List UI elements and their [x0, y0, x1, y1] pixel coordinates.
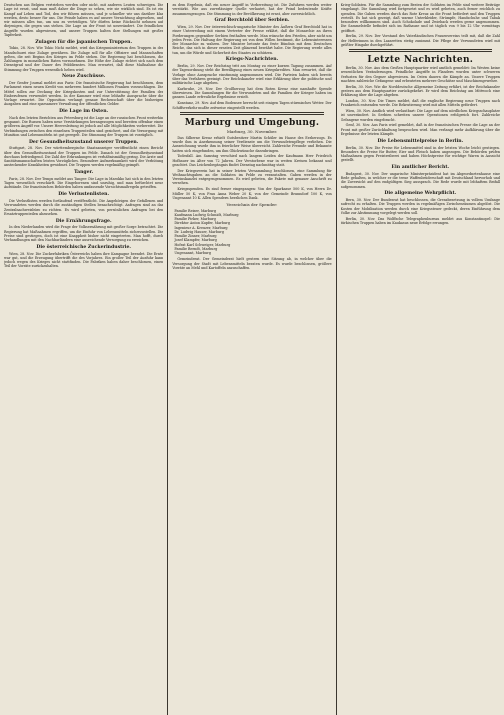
- list-item: Ungenannt, Marburg: [174, 251, 211, 256]
- article-text: London, 30. Nov. Die Times meldet, daß die englische Regierung neue Truppen nach Frankreich entsenden werde. Die Rekrutierung wird mit allen Mitteln gefördert.: [340, 99, 500, 108]
- article-heading: Ein amtlicher Bericht.: [391, 165, 450, 171]
- list-item: Dr. Ludwig Hauser, Marburg: [174, 229, 224, 234]
- list-item: Kaufmann Ludwig Schmidt, Marburg: [174, 212, 239, 217]
- article-text: Bern, 30. Nov. Der Bundesrat hat beschlossen, die Grenzbesetzung in vollem Umfange aufrecht zu erhalten. Die Truppen werden in regelmäßigen Zwischenräumen abgelöst. Die Kosten der Mobilisation werden durch eine Kriegssteuer gedeckt, deren Einführung dem Volke zur Abstimmung vorgelegt werden soll.: [340, 198, 500, 215]
- article-text: Die Verlustlisten werden fortlaufend veröffentlicht. Die Angehörigen der Gefallenen und Verwundeten werden durch die zuständigen Stellen benachrichtigt. Anfragen sind an das Zentralnachweisbüro zu richten. Es wird gebeten, von persönlichen Anfragen bei den Ersatztruppenteilen abzusehen.: [4, 199, 164, 216]
- article-text: Berlin, 29. Nov. Der Vorstand des Vaterländischen Frauenvereins teilt mit, daß die Zahl der Helferinnen in den Lazaretten stetig zunimmt. Die Pflege der Verwundeten wird mit größter Hingabe durchgeführt.: [340, 34, 500, 47]
- article-text: Todesfall. Am Samstag verschied nach langem Leiden der Kaufmann Herr Friedrich Hofbauer im Alter von 72 Jahren. Der Verstorbene war in weiten Kreisen bekannt und geachtet. Das Leichenbegängnis findet Dienstag nachmittag statt.: [172, 154, 332, 167]
- article-heading: Die Verlustenlisten.: [58, 192, 110, 198]
- column-left: [4, 3, 163, 715]
- column-divider: [167, 3, 168, 715]
- list-item: Familie Reiser, Marburg: [174, 208, 217, 213]
- article-text: Budapest, 30. Nov. Der ungarische Ministerpräsident hat im Abgeordnetenhause eine Rede gehalten, in welcher er die treue Waffenbrüderschaft mit Deutschland hervorhob und die Zuversicht auf den endgültigen Sieg aussprach. Die Rede wurde mit lebhaftem Beifall aufgenommen.: [340, 171, 500, 189]
- list-item: Direktor Anton Kupfer, Marburg: [174, 221, 230, 226]
- article-text: Berlin, 29. Nov. Der Reichstag tritt am Montag zu einer kurzen Tagung zusammen. Auf der Tagesordnung steht die Bewilligung eines neuen Kriegskredites. Man erwartet, daß die Vorlage ohne Aussprache einstimmig angenommen wird. Die Parteien haben sich bereits über das Verfahren geeinigt. Der Reichskanzler wird eine Erklärung über die politische und militärische Lage abgeben.: [172, 64, 332, 86]
- list-item: Ingenieur A. Kreuzer, Marburg: [174, 225, 228, 230]
- article-heading: Zulagen für die japanischen Truppen.: [35, 39, 133, 45]
- article-text: Kriegsspenden. Es sind ferner eingegangen: Von der Sparkasse 500 K, von Herrn Dr. Müller 50 K, von Frau Anna Weber 20 K, von der Gemeinde Brunndorf 100 K, von Ungenannt 10 K. Allen Spendern herzlichen Dank.: [172, 187, 332, 200]
- list-item: Familie Pirker, Marburg: [174, 217, 216, 222]
- section-rule: [349, 49, 492, 52]
- section-rule: [180, 112, 323, 115]
- article-text: Paris, 28. Nov. Der Temps meldet aus Tanger: Die Lage in Marokko hat sich in den letzten Tagen wesentlich verschärft. Die Eingeborenen sind unruhig, und man befürchtet neue Aufstände. Die französischen Behörden haben umfassende Vorsichtsmaßregeln getroffen.: [4, 176, 164, 190]
- list-title: Verzeichnis der Spender:: [226, 201, 278, 207]
- article-text: Stuttgart, 28. Nov. Der württembergische Staatsanzeiger veröffentlicht einen Bericht über den Gesundheitszustand der Truppen im Felde. Danach ist der Gesundheitszustand durchaus befriedigend. Die Zahl der Erkrankungen ist verhältnismäßig gering. Die Ärzte und Sanitätsmannschaften leisten Vorzügliches. Besondere Aufmerksamkeit wird der Verhütung ansteckender Krankheiten gewidmet. Die Truppen werden regelmäßig geimpft.: [4, 146, 164, 168]
- section-heading: Marburg und Umgebung.: [184, 117, 320, 128]
- article-text: Berlin, 30. Nov. Das Wolffsche Telegraphenbureau meldet aus Konstantinopel: Die türkischen Truppen haben im Kaukasus neue Erfolge errungen.: [340, 216, 500, 225]
- article-heading: Die Ernährungsfrage.: [55, 218, 112, 224]
- article-text: Berlin, 30. Nov. Wie die Norddeutsche Allgemeine Zeitung erfährt, ist der Reichskanzler gestern aus dem Hauptquartier zurückgekehrt. Er wird dem Reichstag am Mittwoch eine Erklärung über die Lage abgeben.: [340, 84, 500, 98]
- donor-list: [172, 209, 331, 256]
- article-heading: Kriegs-Nachrichten.: [225, 57, 279, 63]
- list-item: Familie Berndt, Marburg: [174, 246, 218, 251]
- article-heading: Der Gesundheitszustand unserer Truppen.: [28, 139, 139, 145]
- article-text: Wien, 29. Nov. Der österreichisch-ungarische Minister des Äußern Graf Berchtold hat in einer Unterredung mit einem Vertreter der Presse erklärt, daß die Monarchie an ihren Forderungen gegenüber Serbien festhalten werde. Man wünsche den Frieden, aber nicht um jeden Preis. Die Haltung der Regierung sei von dem Willen bestimmt, die Lebensinteressen der Monarchie zu wahren. Der Minister betonte das feste Bündnis mit dem Deutschen Reiche, das sich in dieser ernsten Zeit glänzend bewährt habe. Die Regierung werde alles tun, um die Würde und Sicherheit des Staates zu schützen.: [172, 25, 332, 55]
- article-heading: Die Lage im Osten.: [59, 109, 109, 115]
- list-item: Hofrat Karl Schweiger, Marburg: [174, 242, 231, 247]
- article-heading: Die Lebensmittelpreise in Berlin.: [377, 138, 464, 144]
- article-text: Wien, 30. Nov. Amtlich wird verlautbart: Die Lage auf dem nördlichen Kriegsschauplatze ist unverändert. In Serbien schreiten unsere Operationen erfolgreich fort. Zahlreiche Gefangene wurden eingebracht.: [340, 109, 500, 122]
- article-text: Deutschen aus Belgien vertrieben werden oder nicht, mit anderen Leuten schweigen. Die Lage ist ernst, und man muß daher die Dinge so sehen, wie sie wirklich sind. Es ist ein Kampf auf Leben und Tod, den wir führen müssen, und je schneller wir uns darüber klar werden, desto besser für uns. Die Feinde haben es auf unsere Vernichtung abgesehen, und wir müssen alles tun, um uns zu verteidigen. Wir dürfen keine Rücksicht nehmen auf diejenigen, die gegen uns stehen. Die Lage an der Front ist unverändert. Die feindlichen Angriffe wurden abgewiesen, und unsere Truppen halten ihre Stellungen mit großer Tapferkeit.: [4, 3, 164, 37]
- article-text: Berlin, 30. Nov. Die Preise für Lebensmittel sind in der letzten Woche leicht gestiegen. Besonders die Preise für Butter, Eier und Fleisch haben angezogen. Die Behörden prüfen Maßnahmen gegen Preistreiberei und haben Höchstpreise für wichtige Waren in Aussicht gestellt.: [340, 145, 500, 163]
- article-text: Gemeinderat. Der Gemeinderat hielt gestern eine Sitzung ab, in welcher über die Versorgung der Stadt mit Lebensmitteln beraten wurde. Es wurde beschlossen, größere Vorräte an Mehl und Kartoffeln anzuschaffen.: [172, 257, 332, 270]
- article-text: In den Niederlanden wird die Frage der Volksernährung mit großer Sorge betrachtet. Die Regierung hat Maßnahmen ergriffen, um die Einfuhr von Lebensmitteln sicherzustellen. Die Preise sind gestiegen, doch ist eine Knappheit bisher nicht eingetreten. Man hofft, durch Verhandlungen mit den Nachbarländern eine ausreichende Versorgung zu erreichen.: [4, 225, 164, 243]
- list-item: Familie Zinner, Marburg: [174, 234, 217, 239]
- article-text: Berlin, 30. Nov. Aus dem Großen Hauptquartier wird amtlich gemeldet: Im Westen keine wesentlichen Veränderungen. Feindliche Angriffe in Flandern wurden unter schweren Verlusten für den Gegner abgewiesen. Im Osten dauern die Kämpfe an. Unsere Truppen machten zahlreiche Gefangene und erbeuteten mehrere Geschütze und Maschinengewehre.: [340, 66, 500, 83]
- article-text: zu dem Ergebnis, daß ein neuer Angriff in Vorbereitung ist. Die Zufuhren werden weiter verstärkt. Wie aus zuverlässiger Quelle verlautet, hat der Feind bedeutende Kräfte zusammengezogen. Die Stimmung in der Bevölkerung ist ernst, aber zuversichtlich.: [172, 3, 332, 16]
- article-text: Karlsruhe, 29. Nov. Der Großherzog hat dem Roten Kreuz eine namhafte Spende überwiesen. Die Sammlungen für die Verwundeten und die Familien der Krieger haben im ganzen Lande erfreuliche Ergebnisse erzielt.: [172, 86, 332, 100]
- article-heading: Neue Zuschüsse.: [61, 74, 106, 80]
- article-text: Nach den letzten Berichten aus Petersburg ist die Lage an der russischen Front weiterhin gespannt. Die Russen haben neue Verstärkungen herangezogen und bereiten offenbar einen größeren Angriff vor. Unsere Heeresleitung ist jedoch auf alle Möglichkeiten vorbereitet. Die Verbindungen zwischen den einzelnen Truppenteilen sind gesichert, und die Versorgung mit Munition und Lebensmitteln ist gut geregelt. Die Stimmung der Truppen ist vorzüglich.: [4, 115, 164, 137]
- column-right: [341, 3, 500, 715]
- article-heading: Die österreichische Zuckerindustrie.: [36, 244, 131, 250]
- section-dateline: Marburg, 30. November.: [226, 128, 278, 134]
- article-text: Der Kriegsverein hat in seiner letzten Versammlung beschlossen, eine Sammlung für Weihnachtsgaben an die Soldaten im Felde zu veranstalten. Gaben werden in der Vereinskanzlei entgegengenommen. Es wird gebeten, die Pakete mit genauer Anschrift zu versehen.: [172, 168, 332, 186]
- article-heading: Die allgemeine Wehrpflicht.: [384, 191, 457, 197]
- article-text: Das Silberne Kreuz erhielt Gutsbesitzer Martin Schüler im Hause des Erzherzogs. Es wurde ihm in Anerkennung seiner Verdienste um die Verwundetenpflege verliehen. Die Auszeichnung wurde ihm in feierlicher Weise überreicht. Zahlreiche Freunde und Bekannte hatten sich eingefunden, um ihm Glückwünsche darzubringen.: [172, 135, 332, 153]
- column-divider: [336, 3, 337, 715]
- article-text: Krieg-Soldaten. Für die Sammlung zum Besten der Soldaten im Felde sind weitere Beiträge eingelangt. Die Sammlung wird fortgesetzt und es wird gebeten, auch ferner reichlich zu spenden. Die Gaben werden durch das Rote Kreuz an die Front befördert und den Truppen verteilt. Es hat sich gezeigt, daß warme Unterkleider, Strümpfe, Handschuhe und Tabak besonders willkommen sind. Auch Schokolade und Zwieback werden gerne angenommen. Die Sammelstelle befindet sich im Rathause und ist täglich von 9 bis 12 Uhr vormittags geöffnet.: [340, 3, 500, 33]
- section-heading: Letzte Nachrichten.: [367, 55, 474, 66]
- article-text: Tokio, 28. Nov. Wie Tokio Nichi meldet, wird das Kriegsministerium den Truppen in der Mandschurei eine Zulage gewähren. Die Zulage soll für alle Offiziere und Mannschaften gelten, die seit Beginn des Krieges im Felde stehen. Die Regierung hat beschlossen, die Zahlungen in monatlichen Raten vorzunehmen. Die Höhe der Zulage richtet sich nach dem Dienstgrad und der Dauer des Felddienstes. Man erwartet, daß diese Maßnahme die Stimmung der Truppen wesentlich heben wird.: [4, 46, 164, 72]
- article-text: Der Genfer Journal meldet aus Paris: Die französische Regierung hat beschlossen, dem Parlament einen neuen Kredit von mehreren hundert Millionen Franken vorzuschlagen. Die Mittel sollen zur Deckung der Kriegskosten und zur Unterstützung der Familien der Einberufenen verwendet werden. In der Kammer wird eine lebhafte Aussprache über die Vorlage erwartet. Die Opposition verlangt genaue Rechenschaft über die bisherigen Ausgaben und eine sparsamere Verwaltung der öffentlichen Gelder.: [4, 81, 164, 107]
- article-text: Wien, 28. Nov. Die Zuckerfabriken Österreichs haben ihre Kampagne beendet. Die Ernte war gut, und die Erzeugung übertrifft die des Vorjahres. Ein großer Teil der Ausfuhr kann jedoch wegen des Krieges nicht stattfinden. Die Fabriken haben daher beschlossen, einen Teil der Vorräte zurückzuhalten.: [4, 251, 164, 269]
- article-heading: Graf Berchtold über Serbien.: [214, 18, 290, 24]
- list-item: Josef Klampfer, Marburg: [174, 238, 217, 243]
- article-heading: Tanger.: [74, 170, 94, 176]
- article-text: Genf, 30. Nov. Aus Paris wird gemeldet, daß in der französischen Presse die Lage an der Front mit großer Zurückhaltung besprochen wird. Man verlangt mehr Aufklärung über die Ergebnisse der letzten Kämpfe.: [340, 123, 500, 136]
- column-middle: [172, 3, 331, 715]
- article-text: Konstanz, 29. Nov. Auf dem Bodensee herrscht seit einigen Tagen stürmisches Wetter. Der Schiffsverkehr mußte zeitweise eingestellt werden.: [172, 101, 332, 110]
